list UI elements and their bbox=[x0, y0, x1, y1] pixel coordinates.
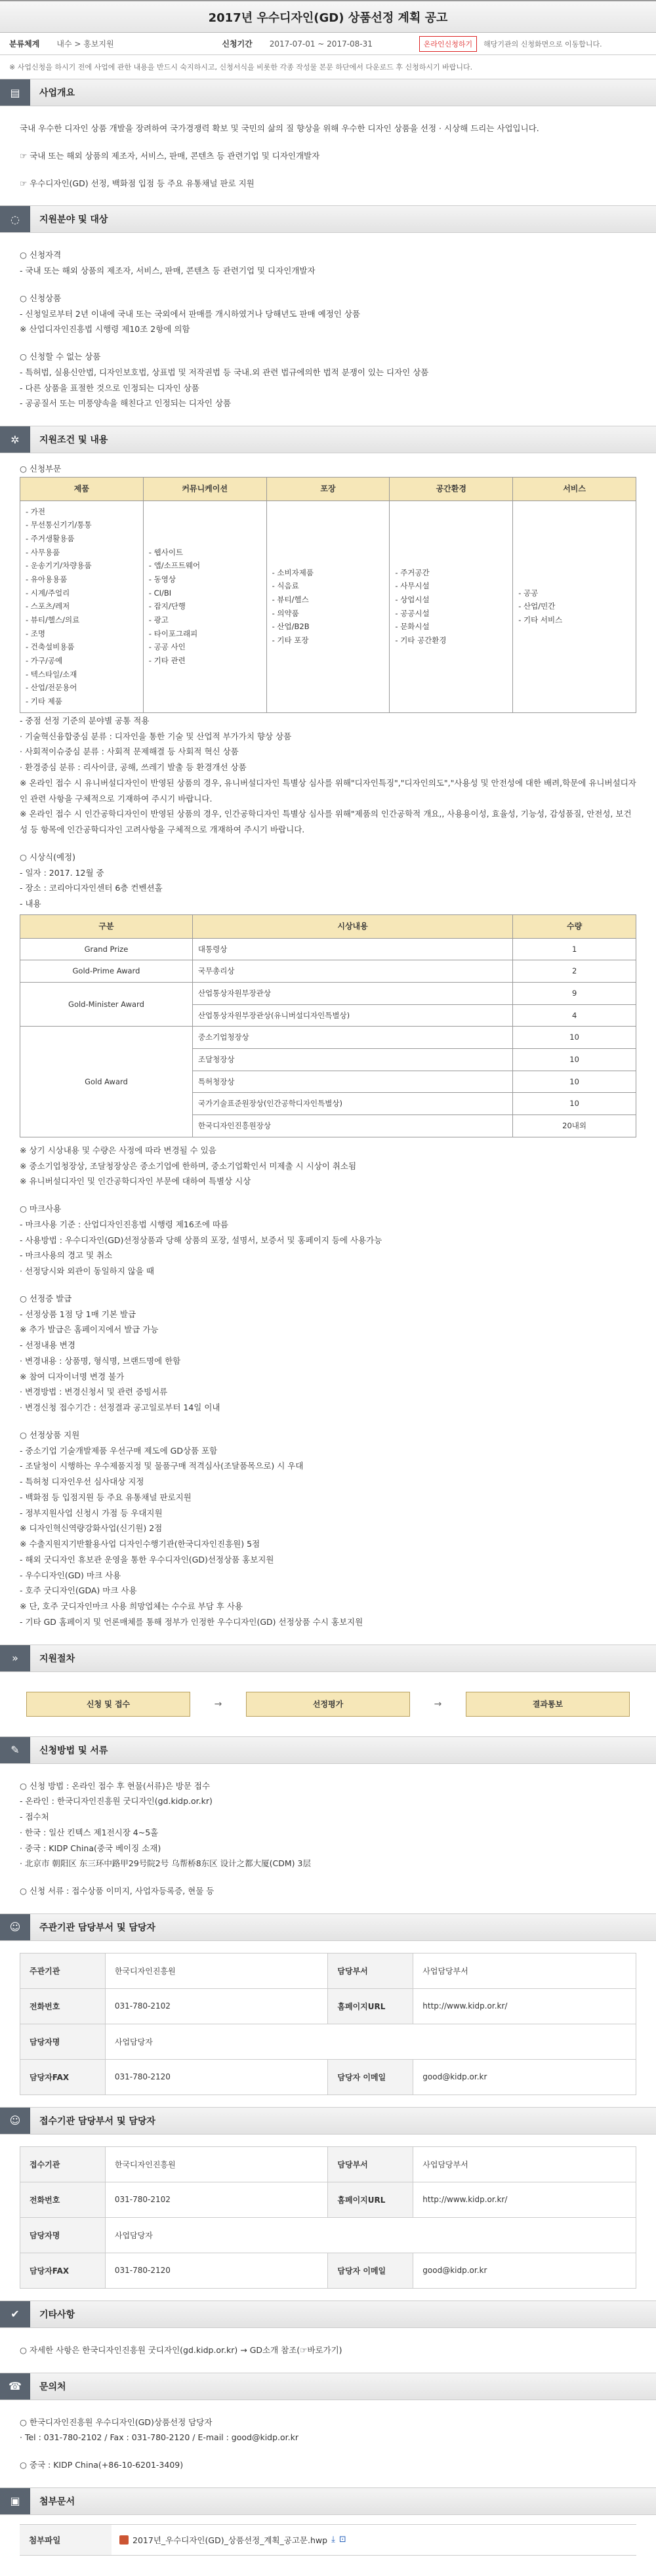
settings-icon: ✲ bbox=[0, 426, 30, 453]
conditions-tail-line bbox=[20, 1279, 636, 1291]
target-line: ※ 산업디자인진흥법 시행령 제10조 2항에 의함 bbox=[20, 324, 190, 335]
category-header: 커뮤니케이션 bbox=[143, 477, 266, 501]
manager-label: 담당자명 bbox=[20, 2024, 106, 2059]
person-icon: ☺ bbox=[0, 2108, 30, 2134]
application-line: ○ 신청 서류 : 접수상품 이미지, 사업자등록증, 현물 등 bbox=[20, 1886, 215, 1896]
conditions-tail-line: - 마크사용의 경고 및 취소 bbox=[20, 1250, 113, 1261]
target-line: - 공공질서 또는 미풍양속을 해친다고 인정되는 디자인 상품 bbox=[20, 398, 232, 409]
conditions-tail-line: - 우수디자인(GD) 마크 사용 bbox=[20, 1570, 121, 1580]
contact-line: ○ 한국디자인진흥원 우수디자인(GD)상품선정 담당자 bbox=[20, 2417, 213, 2427]
fax-label: 담당자FAX bbox=[20, 2253, 106, 2288]
category-label: 분류체계 bbox=[9, 39, 40, 49]
overview-line: ☞ 국내 또는 해외 상품의 제조자, 서비스, 판매, 콘텐츠 등 관련기업 및 디자인개발자 bbox=[20, 150, 320, 161]
arrow-icon: → bbox=[214, 1698, 222, 1709]
conditions-line: - 내용 bbox=[20, 899, 41, 909]
award-content: 산업통상자원부장관상(유니버설디자인특별상) bbox=[192, 1004, 512, 1027]
online-apply-button[interactable]: 온라인신청하기 bbox=[419, 36, 477, 52]
conditions-tail-line: ※ 단, 호주 굿디자인마크 사용 희망업체는 수수료 부담 후 사용 bbox=[20, 1601, 243, 1612]
conditions-tail-line: ※ 상기 시상내용 및 수량은 사정에 따라 변경될 수 있음 bbox=[20, 1145, 216, 1155]
manager-value: 사업담당자 bbox=[105, 2024, 636, 2059]
conditions-line: ○ 시상식(예정) bbox=[20, 851, 76, 862]
download-icon[interactable]: ⤓ bbox=[331, 2535, 335, 2545]
conditions-tail-line bbox=[20, 1189, 636, 1201]
url-label: 홈페이지URL bbox=[328, 1988, 413, 2024]
conditions-text bbox=[20, 713, 636, 912]
meta-row bbox=[0, 33, 656, 55]
person-icon: ☺ bbox=[0, 1914, 30, 1940]
conditions-line: - 중점 선정 기준의 분야별 공통 적용 bbox=[20, 715, 150, 726]
conditions-tail-line: - 해외 굿디자인 휴보관 운영을 통한 우수디자인(GD)선정상품 홍보지원 bbox=[20, 1554, 274, 1564]
award-row bbox=[20, 1027, 636, 1049]
arrow-icon: → bbox=[434, 1698, 442, 1709]
conditions-line: · 환경중심 분류 : 리사이클, 공해, 쓰레기 발출 등 환경개선 상품 bbox=[20, 762, 247, 773]
conditions-tail-line: · 선정당시와 외관이 동일하지 않을 때 bbox=[20, 1266, 154, 1277]
org-value: 한국디자인진흥원 bbox=[105, 1953, 328, 1988]
attachment-row bbox=[20, 2524, 636, 2556]
award-content: 대통령상 bbox=[192, 938, 512, 960]
tel-label: 전화번호 bbox=[20, 2182, 106, 2217]
award-quantity: 10 bbox=[513, 1071, 636, 1093]
award-group: Gold-Minister Award bbox=[20, 983, 193, 1027]
manager-label: 담당자명 bbox=[20, 2217, 106, 2253]
attachment-file-link[interactable]: 2017년_우수디자인(GD)_상품선정_계획_공고문.hwp bbox=[133, 2535, 328, 2545]
contact-line: · Tel : 031-780-2102 / Fax : 031-780-2120 / E-mail : good@kidp.or.kr bbox=[20, 2432, 299, 2443]
target-line: - 특허법, 실용신안법, 디자인보호법, 상표법 및 저작권법 등 국내.외 관련 법규에의한 법적 분쟁이 있는 디자인 상품 bbox=[20, 367, 429, 377]
section-header-procedure bbox=[0, 1645, 656, 1672]
application-line: - 접수처 bbox=[20, 1812, 49, 1822]
conditions-tail-line: ※ 유니버설디자인 및 인간공학디자인 부문에 대하여 특별상 시상 bbox=[20, 1176, 251, 1187]
period-label: 신청기간 bbox=[222, 39, 253, 49]
conditions-tail-line: · 변경내용 : 상품명, 형식명, 브랜드명에 한함 bbox=[20, 1355, 181, 1366]
manager-value: 사업담당자 bbox=[105, 2217, 636, 2253]
conditions-tail-line: - 정부지원사업 신청시 가점 등 우대지원 bbox=[20, 1507, 163, 1518]
section-title: 접수기관 담당부서 및 담당자 bbox=[39, 2116, 155, 2127]
award-header: 시상내용 bbox=[192, 914, 512, 938]
email-label: 담당자 이메일 bbox=[328, 2253, 413, 2288]
target-icon: ◌ bbox=[0, 206, 30, 232]
period-value: 2017-07-01 ~ 2017-08-31 bbox=[269, 39, 373, 49]
conditions-tail-line bbox=[20, 1416, 636, 1427]
dept-label: 담당부서 bbox=[328, 2146, 413, 2182]
award-content: 한국디자인진흥원장상 bbox=[192, 1115, 512, 1137]
conditions-tail-line: - 조달청이 시행하는 우수제품지정 및 물품구매 적격심사(조달품목으로) 시 우대 bbox=[20, 1461, 304, 1471]
category-cell: - 가전 - 무선통신기기/통통 - 주거생활용품 - 사무용품 - 운송기기/차량용품 - 유아용용품 - 시계/주얼리 - 스포츠/레저 - 뷰티/헬스/의료 - 조명 - 건축설비용품 - 가구/공예 - 텍스타일/소재 - 산업/전문용어 - 기타 제품 bbox=[20, 501, 144, 712]
award-content: 조달청장상 bbox=[192, 1049, 512, 1071]
file-icon: ▣ bbox=[0, 2488, 30, 2514]
target-line bbox=[20, 279, 636, 291]
award-content: 산업통상자원부장관상 bbox=[192, 983, 512, 1005]
award-row bbox=[20, 983, 636, 1005]
award-row bbox=[20, 938, 636, 960]
fast-forward-icon: » bbox=[0, 1645, 30, 1671]
award-quantity: 20내외 bbox=[513, 1115, 636, 1137]
conditions-line: · 사회적이슈중심 분류 : 사회적 문제해결 등 사회적 혁신 상품 bbox=[20, 746, 239, 757]
host-info-table bbox=[20, 1953, 636, 2095]
conditions-tail-line: ○ 마크사용 bbox=[20, 1204, 62, 1214]
award-quantity: 9 bbox=[513, 983, 636, 1005]
procedure-flow bbox=[0, 1672, 656, 1736]
conditions-tail-line: ○ 선정증 발급 bbox=[20, 1293, 72, 1303]
overview-line: ☞ 우수디자인(GD) 선정, 백화점 입점 등 주요 유통채널 판로 지원 bbox=[20, 178, 255, 188]
section-header-attachments bbox=[0, 2487, 656, 2515]
category-header: 포장 bbox=[266, 477, 390, 501]
tel-label: 전화번호 bbox=[20, 1988, 106, 2024]
part-label: ○ 신청부문 bbox=[20, 464, 62, 474]
award-quantity: 1 bbox=[513, 938, 636, 960]
target-line: ○ 신청상품 bbox=[20, 293, 62, 303]
check-icon: ✔ bbox=[0, 2301, 30, 2327]
category-cell: - 웹사이트 - 앱/소프트웨어 - 동영상 - CI/BI - 잡지/단행 - 광고 - 타이포그래피 - 공공 사인 - 기타 관련 bbox=[143, 501, 266, 712]
conditions-line: - 일자 : 2017. 12월 중 bbox=[20, 867, 104, 878]
etc-line[interactable]: ○ 자세한 사항은 한국디자인진흥원 굿디자인(gd.kidp.or.kr) → GD소개 참조(☞바로가기) bbox=[20, 2344, 342, 2355]
conditions-tail-line: - 선정내용 변경 bbox=[20, 1340, 75, 1351]
conditions-line: · 기술혁신융합중심 분류 : 디자인을 통한 기술 및 산업적 부가가치 향상 상품 bbox=[20, 731, 292, 741]
section-header-reception bbox=[0, 2107, 656, 2135]
phone-icon: ☎ bbox=[0, 2373, 30, 2400]
conditions-tail-line: - 선정상품 1점 당 1매 기본 발급 bbox=[20, 1309, 136, 1319]
preview-icon[interactable]: ⊡ bbox=[338, 2535, 346, 2545]
category-header: 제품 bbox=[20, 477, 144, 501]
pencil-icon: ✎ bbox=[0, 1737, 30, 1763]
section-header-application bbox=[0, 1736, 656, 1764]
application-line: ○ 신청 방법 : 온라인 접수 후 현물(서류)은 방문 접수 bbox=[20, 1780, 211, 1791]
tel-value: 031-780-2102 bbox=[105, 2182, 328, 2217]
category-cell: - 공공 - 산업/민간 - 기타 서비스 bbox=[513, 501, 636, 712]
conditions-tail-line: ※ 디자인혁신역량강화사업(신기원) 2점 bbox=[20, 1523, 163, 1534]
page-title: 2017년 우수디자인(GD) 상품선정 계획 공고 bbox=[0, 0, 656, 33]
target-line bbox=[20, 337, 636, 349]
step-apply: 신청 및 접수 bbox=[26, 1692, 190, 1717]
step-evaluate: 선정평가 bbox=[246, 1692, 410, 1717]
section-title: 지원절차 bbox=[39, 1653, 75, 1664]
category-value: 내수 > 홍보지원 bbox=[56, 39, 114, 49]
award-group: Gold Award bbox=[20, 1027, 193, 1137]
section-header-conditions bbox=[0, 426, 656, 453]
award-content: 국가기술표준원장상(인간공학디자인특별상) bbox=[192, 1093, 512, 1115]
section-header-target bbox=[0, 205, 656, 233]
target-line: - 다른 상품을 표절한 것으로 인정되는 디자인 상품 bbox=[20, 382, 199, 393]
award-quantity: 10 bbox=[513, 1049, 636, 1071]
url-link[interactable]: http://www.kidp.or.kr/ bbox=[413, 1988, 636, 2024]
section-title: 사업개요 bbox=[39, 88, 75, 98]
conditions-line: ※ 온라인 접수 시 유니버설디자인이 반영된 상품의 경우, 유니버설디자인 특별상 심사를 위해"디자인특징","디자인의도","사용성 및 안전성에 대한 배려,학문에 유니버설디자인 관련 사항을 구체적으로 기재하여 주시기 바랍니다. bbox=[20, 777, 636, 804]
target-line: ○ 신청자격 bbox=[20, 250, 62, 260]
section-title: 주관기관 담당부서 및 담당자 bbox=[39, 1922, 155, 1933]
apply-note: 해당기관의 신청화면으로 이동합니다. bbox=[483, 39, 602, 49]
category-header: 공간환경 bbox=[390, 477, 513, 501]
conditions-tail-line: - 기타 GD 홈페이지 및 언론매체를 통해 정부가 인정한 우수디자인(GD) 선정상품 수시 홍보지원 bbox=[20, 1616, 363, 1627]
application-line: · 北京市 朝阳区 东三环中路甲29号院2号 乌帮桥8东区 设计之都大厦(CDM) 3层 bbox=[20, 1858, 311, 1869]
category-header: 서비스 bbox=[513, 477, 636, 501]
section-title: 신청방법 및 서류 bbox=[39, 1745, 108, 1756]
url-label: 홈페이지URL bbox=[328, 2182, 413, 2217]
conditions-tail-line: · 변경방법 : 변경신청서 및 관련 증빙서류 bbox=[20, 1387, 168, 1397]
conditions-tail-line: - 호주 굿디자인(GDA) 마크 사용 bbox=[20, 1585, 137, 1596]
section-header-contact bbox=[0, 2373, 656, 2400]
org-value: 한국디자인진흥원 bbox=[105, 2146, 328, 2182]
application-line bbox=[20, 1871, 636, 1883]
contact-line bbox=[20, 2445, 636, 2457]
section-header-overview bbox=[0, 79, 656, 106]
conditions-tail-line: - 중소기업 기술개발제품 우선구매 제도에 GD상품 포함 bbox=[20, 1445, 218, 1456]
attachment-label: 첨부파일 bbox=[20, 2525, 112, 2555]
section-title: 문의처 bbox=[39, 2381, 66, 2392]
contact-line: ○ 중국 : KIDP China(+86-10-6201-3409) bbox=[20, 2460, 184, 2470]
award-header: 구분 bbox=[20, 914, 193, 938]
tel-value: 031-780-2102 bbox=[105, 1988, 328, 2024]
section-body-etc bbox=[0, 2328, 656, 2373]
section-title: 기타사항 bbox=[39, 2309, 75, 2320]
target-line: ○ 신청할 수 없는 상품 bbox=[20, 352, 101, 361]
email-value: good@kidp.or.kr bbox=[413, 2059, 636, 2095]
org-label: 주관기관 bbox=[20, 1953, 106, 1988]
conditions-tail-line: ※ 수출지원지기반활용사업 디자인수행기관(한국디자인진흥원) 5점 bbox=[20, 1539, 260, 1549]
award-content: 중소기업청장상 bbox=[192, 1027, 512, 1049]
section-body-contact bbox=[0, 2400, 656, 2487]
section-title: 지원조건 및 내용 bbox=[39, 435, 108, 445]
conditions-line: - 장소 : 코리아디자인센터 6층 컨벤션홀 bbox=[20, 883, 163, 893]
fax-label: 담당자FAX bbox=[20, 2059, 106, 2095]
application-line: - 온라인 : 한국디자인진흥원 굿디자인(gd.kidp.or.kr) bbox=[20, 1796, 213, 1807]
reception-info-table bbox=[20, 2146, 636, 2289]
conditions-tail-line: - 특허청 디자인우선 심사대상 지정 bbox=[20, 1477, 144, 1487]
step-notify: 결과통보 bbox=[466, 1692, 630, 1717]
award-table bbox=[20, 914, 636, 1137]
category-table bbox=[20, 477, 636, 713]
section-body-overview bbox=[0, 106, 656, 205]
conditions-tail-line: · 변경신청 접수기간 : 선정결과 공고일로부터 14일 이내 bbox=[20, 1402, 220, 1413]
award-quantity: 2 bbox=[513, 960, 636, 983]
section-body-application bbox=[0, 1764, 656, 1913]
section-title: 지원분야 및 대상 bbox=[39, 215, 108, 226]
url-link[interactable]: http://www.kidp.or.kr/ bbox=[413, 2182, 636, 2217]
document-icon: ▤ bbox=[0, 79, 30, 106]
award-content: 특허청장상 bbox=[192, 1071, 512, 1093]
section-body-conditions bbox=[0, 453, 656, 1645]
conditions-tail-line: - 백화점 등 입점지원 등 주요 유통채널 판로지원 bbox=[20, 1492, 192, 1502]
email-label: 담당자 이메일 bbox=[328, 2059, 413, 2095]
org-label: 접수기관 bbox=[20, 2146, 106, 2182]
section-header-etc bbox=[0, 2300, 656, 2328]
fax-value: 031-780-2120 bbox=[105, 2253, 328, 2288]
target-line: - 국내 또는 해외 상품의 제조자, 서비스, 판매, 콘텐츠 등 관련기업 및 디자인개발자 bbox=[20, 266, 316, 276]
section-title: 첨부문서 bbox=[39, 2496, 75, 2507]
award-row bbox=[20, 960, 636, 983]
dept-value: 사업담당부서 bbox=[413, 2146, 636, 2182]
conditions-line: ※ 온라인 접수 시 인간공학디자인이 반영된 상품의 경우, 인간공학디자인 특별상 심사를 위해"제품의 인간공학적 개요,, 사용용이성, 효율성, 기능성, 감성품질, 안전성, 보건성 등 항목에 인간공학디자인 고려사항을 구체적으로 개재하여 주시기 바랍니다. bbox=[20, 809, 632, 835]
fax-value: 031-780-2120 bbox=[105, 2059, 328, 2095]
section-body-target bbox=[0, 233, 656, 426]
award-group: Gold-Prime Award bbox=[20, 960, 193, 983]
award-quantity: 10 bbox=[513, 1093, 636, 1115]
dept-label: 담당부서 bbox=[328, 1953, 413, 1988]
conditions-line bbox=[20, 838, 636, 849]
conditions-tail-line: - 사용방법 : 우수디자인(GD)선정상품과 당해 상품의 포장, 설명서, 보증서 및 홍페이지 등에 사용가능 bbox=[20, 1235, 382, 1245]
conditions-tail-text bbox=[20, 1143, 636, 1630]
application-line: · 중국 : KIDP China(중국 베이징 소재) bbox=[20, 1843, 161, 1853]
notice-text: ※ 사업신청을 하시기 전에 사업에 관한 내용을 반드시 숙지하시고, 신청서식을 비롯한 각종 작성물 본문 하단에서 다운로드 후 신청하시기 바랍니다. bbox=[9, 63, 473, 72]
overview-line: 국내 우수한 디자인 상품 개발을 장려하여 국가경쟁력 확보 및 국민의 삶의 질 향상을 위해 우수한 디자인 상품을 선정 · 시상해 드리는 사업입니다. bbox=[20, 123, 539, 133]
award-quantity: 4 bbox=[513, 1004, 636, 1027]
category-cell: - 소비자제품 - 식음료 - 뷰티/헬스 - 의약품 - 산업/B2B - 기타 포장 bbox=[266, 501, 390, 712]
award-group: Grand Prize bbox=[20, 938, 193, 960]
award-content: 국무총리상 bbox=[192, 960, 512, 983]
email-value: good@kidp.or.kr bbox=[413, 2253, 636, 2288]
conditions-tail-line: - 마크사용 기준 : 산업디자인진흥법 시행령 제16조에 따름 bbox=[20, 1219, 229, 1229]
overview-line bbox=[20, 164, 636, 176]
conditions-tail-line: ○ 선정상품 지원 bbox=[20, 1429, 80, 1440]
target-line: - 신청일로부터 2년 이내에 국내 또는 국외에서 판매를 개시하였거나 당해년도 판매 예정인 상품 bbox=[20, 308, 360, 319]
application-line: · 한국 : 일산 킨텍스 제1전시장 4~5홀 bbox=[20, 1827, 159, 1837]
award-quantity: 10 bbox=[513, 1027, 636, 1049]
hwp-file-icon bbox=[119, 2535, 129, 2545]
conditions-tail-line: ※ 추가 발급은 홈페이지에서 발급 가능 bbox=[20, 1324, 159, 1335]
overview-line bbox=[20, 136, 636, 148]
conditions-tail-line: ※ 참여 디자이너명 변경 불가 bbox=[20, 1371, 125, 1381]
category-cell: - 주거공간 - 사무시설 - 상업시설 - 공공시설 - 문화시설 - 기타 공간환경 bbox=[390, 501, 513, 712]
dept-value: 사업담당부서 bbox=[413, 1953, 636, 1988]
section-header-host bbox=[0, 1913, 656, 1941]
conditions-tail-line: ※ 중소기업청장상, 조달청장상은 중소기업에 한하며, 중소기업확인서 미제출 시 시상이 취소됨 bbox=[20, 1160, 357, 1171]
award-header: 수량 bbox=[513, 914, 636, 938]
